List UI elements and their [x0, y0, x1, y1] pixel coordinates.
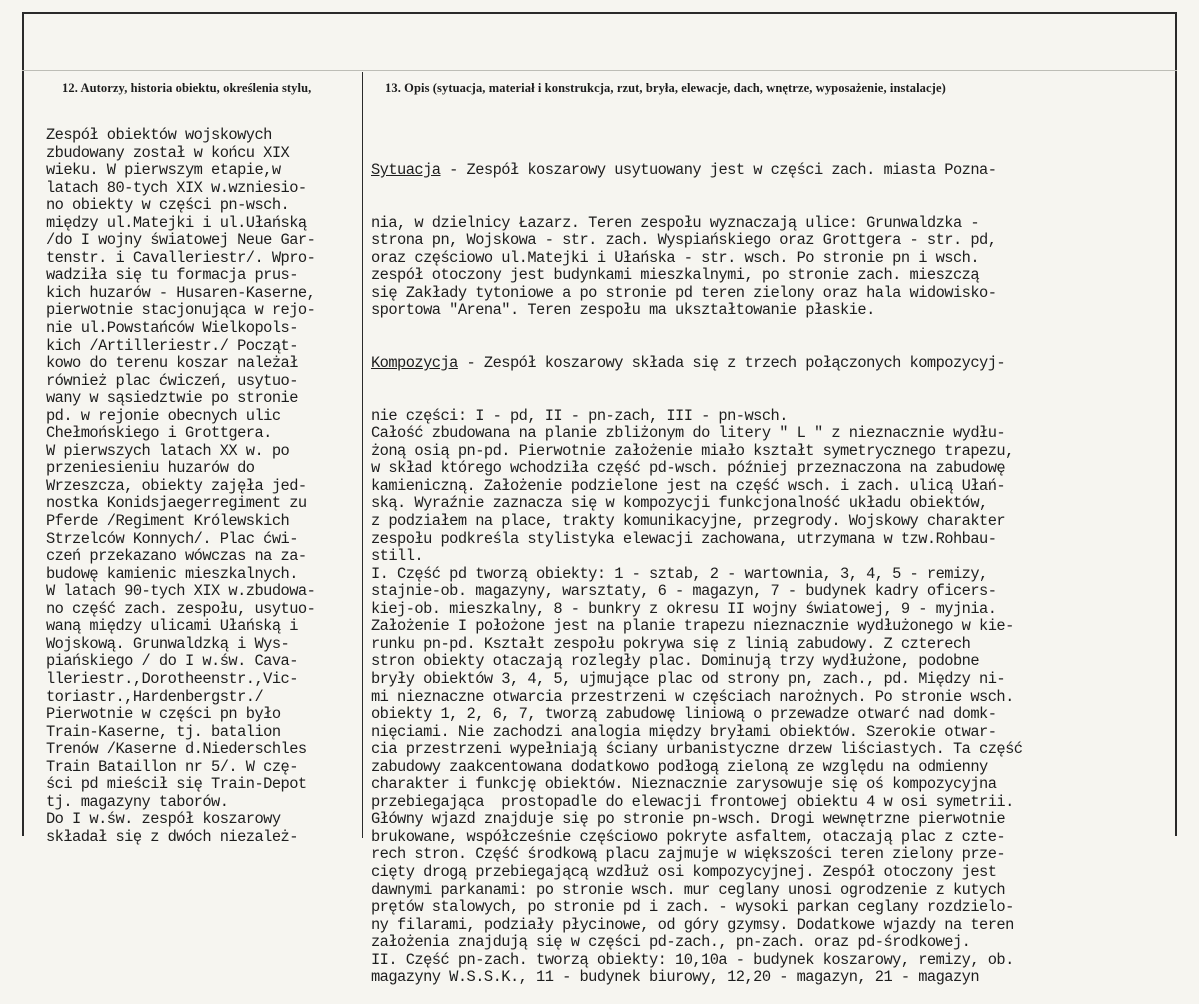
- history-line: toriastr.,Hardenbergstr./: [46, 687, 264, 706]
- kompozycja-line: ny filarami, podziały płycinowe, od góry gzymsy. Dodatkowe wjazdy na teren: [371, 915, 1014, 934]
- history-line: przeniesieniu huzarów do: [46, 459, 255, 478]
- sytuacja-first-text: - Zespół koszarowy usytuowany jest w części zach. miasta Pozna-: [440, 161, 997, 180]
- kompozycja-line: nie części: I - pd, II - pn-zach, III - pn-wsch.: [371, 406, 788, 425]
- sytuacja-label: Sytuacja: [371, 161, 441, 180]
- history-line: lleriestr.,Dorotheenstr.,Vic-: [46, 669, 298, 688]
- column-divider: [362, 72, 363, 838]
- kompozycja-line: Założenie I położone jest na planie trapezu nieznacznie wydłużonego w kie-: [371, 617, 1014, 636]
- kompozycja-line: zespołu podkreśla stylistyka elewacji zachowana, utrzymana w tzw.Rohbau-: [371, 529, 997, 548]
- history-line: kich /Artilleriestr./ Począt-: [46, 336, 298, 355]
- sytuacja-line: strona pn, Wojskowa - str. zach. Wyspiańskiego oraz Grottgera - str. pd,: [371, 231, 997, 250]
- sytuacja-line: się Zakłady tytoniowe a po stronie pd teren zielony oraz hala widowisko-: [371, 283, 997, 302]
- kompozycja-line: Całość zbudowana na planie zbliżonym do litery " L " z nieznacznie wydłu-: [371, 424, 1006, 443]
- kompozycja-line: założenia znajdują się w części pd-zach., pn-zach. oraz pd-środkowej.: [371, 933, 971, 952]
- section-12-heading: 12. Autorzy, historia obiektu, określenia stylu,: [62, 81, 312, 95]
- history-line: /do I wojny światowej Neue Gar-: [46, 231, 316, 250]
- sytuacja-line: oraz częściowo ul.Matejki i Ułańska - str. wsch. Po stronie pn i wsch.: [371, 248, 980, 267]
- kompozycja-line: mi nieznaczne otwarcia przestrzeni w częściach narożnych. Po stronie wsch.: [371, 687, 1014, 706]
- history-line: wadziła się tu formacja prus-: [46, 266, 298, 285]
- kompozycja-line: dawnymi parkanami: po stronie wsch. mur ceglany unosi ogrodzenie z kutych: [371, 880, 1006, 899]
- sytuacja-first-line: [371, 162, 1171, 180]
- kompozycja-line: Główny wjazd znajduje się po stronie pn-wsch. Drogi wewnętrzne pierwotnie: [371, 810, 1006, 829]
- history-line: ści pd mieścił się Train-Depot: [46, 775, 307, 794]
- kompozycja-first-text: - Zespół koszarowy składa się z trzech połączonych kompozycyj-: [457, 354, 1006, 373]
- kompozycja-line: cięty drogą przebiegającą wzdłuż osi kompozycyjnej. Zespół otoczony jest: [371, 862, 997, 881]
- kompozycja-line: ską. Wyraźnie zaznacza się w kompozycji funkcjonalność układu obiektów,: [371, 494, 988, 513]
- history-line: tenstr. i Cavalleriestr/. Wpro-: [46, 248, 316, 267]
- kompozycja-line: I. Część pd tworzą obiekty: 1 - sztab, 2 - wartownia, 3, 4, 5 - remizy,: [371, 564, 988, 583]
- history-line: kowo do terenu koszar należał: [46, 354, 298, 373]
- section-13-heading: 13. Opis (sytuacja, materiał i konstrukcja, rzut, bryła, elewacje, dach, wnętrze, wyposażenie, instalacje): [385, 81, 946, 95]
- history-column: [46, 127, 356, 846]
- kompozycja-first-line: [371, 355, 1171, 373]
- history-line: Zespół obiektów wojskowych: [46, 126, 272, 144]
- kompozycja-line: nięciami. Nie zachodzi analogia między bryłami obiektów. Szerokie otwar-: [371, 722, 997, 741]
- kompozycja-line: rech stron. Część środkową placu zajmuje w większości teren zielony prze-: [371, 845, 1006, 864]
- history-line: między ul.Matejki i ul.Ułańską: [46, 213, 307, 232]
- kompozycja-line: runku pn-pd. Kształt zespołu pokrywa się z linią zabudowy. Z czterech: [371, 634, 971, 653]
- kompozycja-line: II. Część pn-zach. tworzą obiekty: 10,10a - budynek koszarowy, remizy, ob.: [371, 950, 1014, 969]
- history-line: budowę kamienic mieszkalnych.: [46, 564, 298, 583]
- kompozycja-line: magazyny W.S.S.K., 11 - budynek biurowy, 12,20 - magazyn, 21 - magazyn: [371, 968, 980, 987]
- history-line: Wojskową. Grunwaldzką i Wys-: [46, 634, 290, 653]
- history-line: zbudowany został w końcu XIX: [46, 143, 290, 162]
- kompozycja-line: z podziałem na place, trakty komunikacyjne, przegrody. Wojskowy charakter: [371, 512, 1006, 531]
- description-column: [371, 127, 1171, 1004]
- history-line: W latach 90-tych XIX w.zbudowa-: [46, 582, 316, 601]
- kompozycja-line: brukowane, współcześnie częściowo pokryte asfaltem, otaczają plac z czte-: [371, 827, 1006, 846]
- kompozycja-line: w skład którego wchodziła część pd-wsch. później przeznaczona na zabudowę: [371, 459, 1006, 478]
- history-line: waną między ulicami Ułańską i: [46, 617, 298, 636]
- history-line: nie ul.Powstańców Wielkopols-: [46, 319, 298, 338]
- kompozycja-line: stajnie-ob. magazyny, warsztaty, 6 - magazyn, 7 - budynek kadry oficers-: [371, 582, 997, 601]
- history-line: tj. magazyny taborów.: [46, 792, 229, 811]
- kompozycja-label: Kompozycja: [371, 354, 458, 373]
- sytuacja-block: [371, 215, 1171, 320]
- history-line: również plac ćwiczeń, usytuo-: [46, 371, 298, 390]
- history-line: Pierwotnie w części pn było: [46, 705, 281, 724]
- sytuacja-line: zespół otoczony jest budynkami mieszkalnymi, po stronie zach. mieszczą: [371, 266, 980, 285]
- history-line: Strzelców Konnych/. Plac ćwi-: [46, 529, 298, 548]
- kompozycja-line: kamieniczną. Założenie podzielone jest na część wsch. i zach. ulicą Ułań-: [371, 476, 1006, 495]
- history-line: Trenów /Kaserne d.Niederschles: [46, 740, 307, 759]
- history-line: latach 80-tych XIX w.wzniesio-: [46, 178, 307, 197]
- history-line: piańskiego / do I w.św. Cava-: [46, 652, 298, 671]
- history-line: Chełmońskiego i Grottgera.: [46, 424, 272, 443]
- kompozycja-line: przebiegająca prostopadle do elewacji frontowej obiektu 4 w osi symetrii.: [371, 792, 1014, 811]
- history-line: pd. w rejonie obecnych ulic: [46, 406, 281, 425]
- history-line: Train-Kaserne, tj. batalion: [46, 722, 281, 741]
- history-line: kich huzarów - Husaren-Kaserne,: [46, 283, 316, 302]
- history-line: Do I w.św. zespół koszarowy: [46, 810, 281, 829]
- kompozycja-line: obiekty 1, 2, 6, 7, tworzą zabudowę liniową o przewadze otwarć nad domk-: [371, 705, 997, 724]
- history-line: Wrzeszcza, obiekty zajęła jed-: [46, 476, 307, 495]
- kompozycja-line: cia przestrzeni wypełniają ściany urbanistyczne drzew liściastych. Ta część: [371, 740, 1023, 759]
- history-line: czeń przekazano wówczas na za-: [46, 547, 307, 566]
- sytuacja-line: nia, w dzielnicy Łazarz. Teren zespołu wyznaczają ulice: Grunwaldzka -: [371, 213, 980, 232]
- history-line: wany w sąsiedztwie po stronie: [46, 389, 298, 408]
- kompozycja-line: bryły obiektów 3, 4, 5, ujmujące plac od strony pn, zach., pd. Między ni-: [371, 669, 1006, 688]
- kompozycja-line: stron obiekty otaczają rozległy plac. Dominują trzy wydłużone, podobne: [371, 652, 980, 671]
- history-line: pierwotnie stacjonująca w rejo-: [46, 301, 316, 320]
- kompozycja-line: zabudowy zaakcentowana dodatkowo podłogą zieloną ze względu na odmienny: [371, 757, 988, 776]
- kompozycja-line: prętów stalowych, po stronie pd i zach. - wysoki parkan ceglany rozdzielo-: [371, 898, 1014, 917]
- history-line: Pferde /Regiment Królewskich: [46, 512, 290, 531]
- sytuacja-line: sportowa "Arena". Teren zespołu ma ukształtowanie płaskie.: [371, 301, 875, 320]
- history-line: no część zach. zespołu, usytuo-: [46, 599, 316, 618]
- history-line: no obiekty w części pn-wsch.: [46, 196, 290, 215]
- history-line: wieku. W pierwszym etapie,w: [46, 161, 281, 180]
- history-line: składał się z dwóch niezależ-: [46, 827, 298, 846]
- kompozycja-line: kiej-ob. mieszkalny, 8 - bunkry z okresu II wojny światowej, 9 - myjnia.: [371, 599, 997, 618]
- history-line: nostka Konidsjaegerregiment zu: [46, 494, 307, 513]
- kompozycja-line: still.: [371, 547, 424, 566]
- history-line: W pierwszych latach XX w. po: [46, 441, 290, 460]
- header-rule: [22, 70, 1177, 71]
- kompozycja-line: żoną osią pn-pd. Pierwotnie założenie miało kształt symetrycznego trapezu,: [371, 441, 1014, 460]
- kompozycja-line: charakter i funkcję obiektów. Nieznacznie zarysowuje się oś kompozycyjna: [371, 775, 997, 794]
- kompozycja-block: [371, 408, 1171, 987]
- history-line: Train Bataillon nr 5/. W czę-: [46, 757, 298, 776]
